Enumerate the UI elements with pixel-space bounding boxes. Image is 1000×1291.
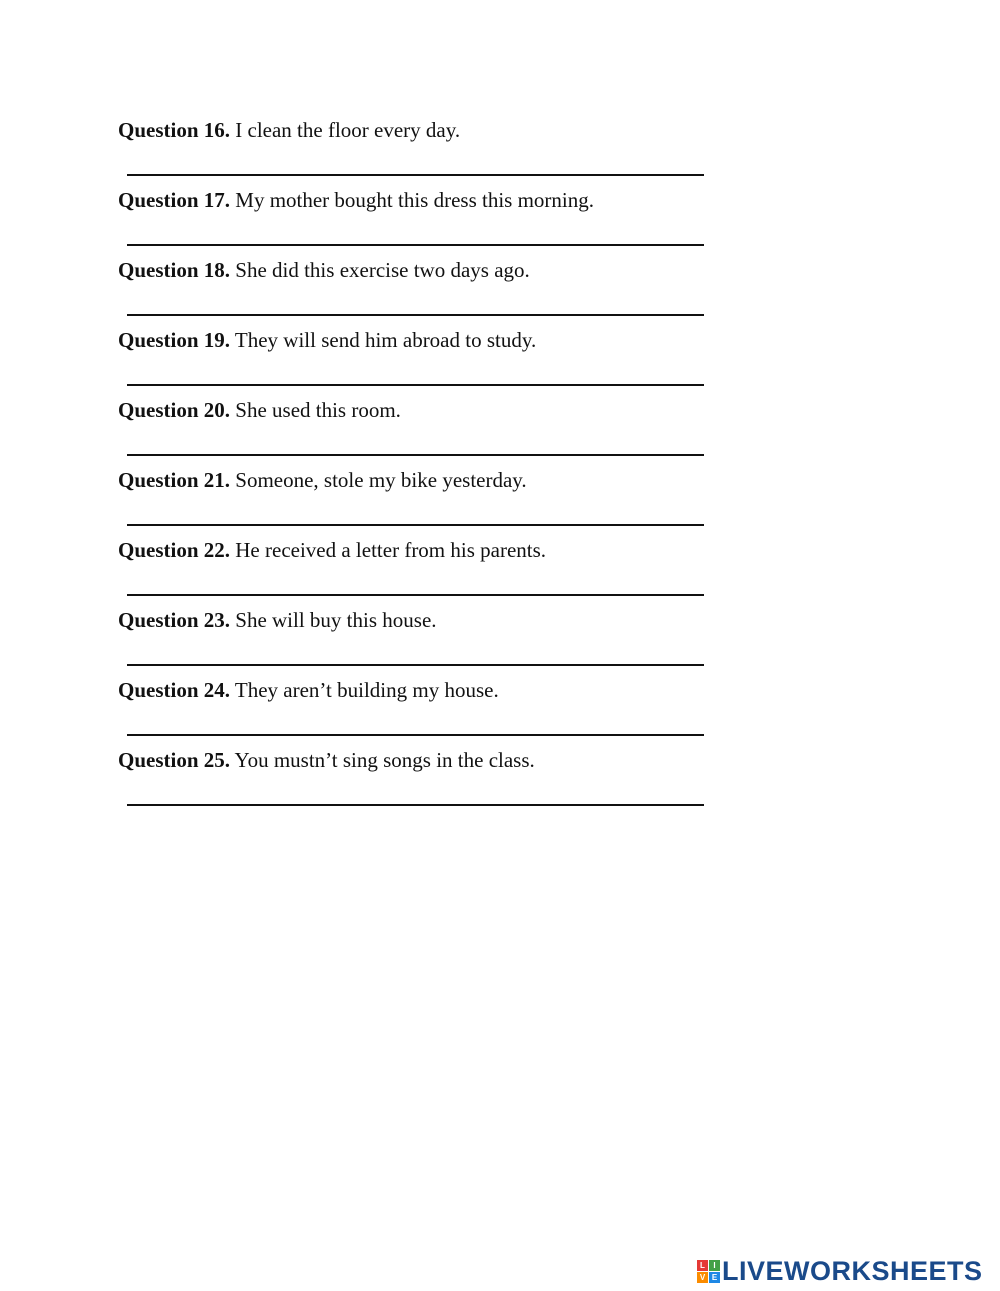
question-16 xyxy=(118,116,718,186)
question-text: You mustn’t sing songs in the class. xyxy=(234,748,535,772)
logo-blocks-icon xyxy=(697,1260,720,1283)
logo-block: V xyxy=(697,1272,708,1283)
answer-line[interactable] xyxy=(127,804,704,806)
question-24 xyxy=(118,676,718,746)
answer-line[interactable] xyxy=(127,244,704,246)
question-label: Question 23. xyxy=(118,608,231,632)
question-22 xyxy=(118,536,718,606)
question-23 xyxy=(118,606,718,676)
question-text: She used this room. xyxy=(235,398,401,422)
answer-line[interactable] xyxy=(127,454,704,456)
question-18 xyxy=(118,256,718,326)
answer-line[interactable] xyxy=(127,384,704,386)
answer-line[interactable] xyxy=(127,734,704,736)
answer-line[interactable] xyxy=(127,524,704,526)
question-label: Question 21. xyxy=(118,468,231,492)
question-20 xyxy=(118,396,718,466)
logo-block: I xyxy=(709,1260,720,1271)
question-17 xyxy=(118,186,718,256)
question-label: Question 25. xyxy=(118,748,231,772)
question-25 xyxy=(118,746,718,816)
question-label: Question 22. xyxy=(118,538,231,562)
question-label: Question 18. xyxy=(118,258,231,282)
question-label: Question 24. xyxy=(118,678,231,702)
answer-line[interactable] xyxy=(127,594,704,596)
logo-block: L xyxy=(697,1260,708,1271)
question-text: She did this exercise two days ago. xyxy=(235,258,530,282)
answer-line[interactable] xyxy=(127,174,704,176)
question-text: I clean the floor every day. xyxy=(235,118,461,142)
question-text: She will buy this house. xyxy=(235,608,437,632)
question-text: They aren’t building my house. xyxy=(234,678,499,702)
question-label: Question 19. xyxy=(118,328,231,352)
question-label: Question 17. xyxy=(118,188,231,212)
logo-text: LIVEWORKSHEETS xyxy=(722,1256,983,1286)
logo-block: E xyxy=(709,1272,720,1283)
question-label: Question 16. xyxy=(118,118,231,142)
liveworksheets-logo xyxy=(697,1254,983,1288)
question-text: My mother bought this dress this morning. xyxy=(235,188,595,212)
question-19 xyxy=(118,326,718,396)
question-text: He received a letter from his parents. xyxy=(235,538,547,562)
question-21 xyxy=(118,466,718,536)
question-text: They will send him abroad to study. xyxy=(234,328,537,352)
question-label: Question 20. xyxy=(118,398,231,422)
answer-line[interactable] xyxy=(127,314,704,316)
question-text: Someone, stole my bike yesterday. xyxy=(235,468,527,492)
answer-line[interactable] xyxy=(127,664,704,666)
worksheet xyxy=(118,116,718,816)
